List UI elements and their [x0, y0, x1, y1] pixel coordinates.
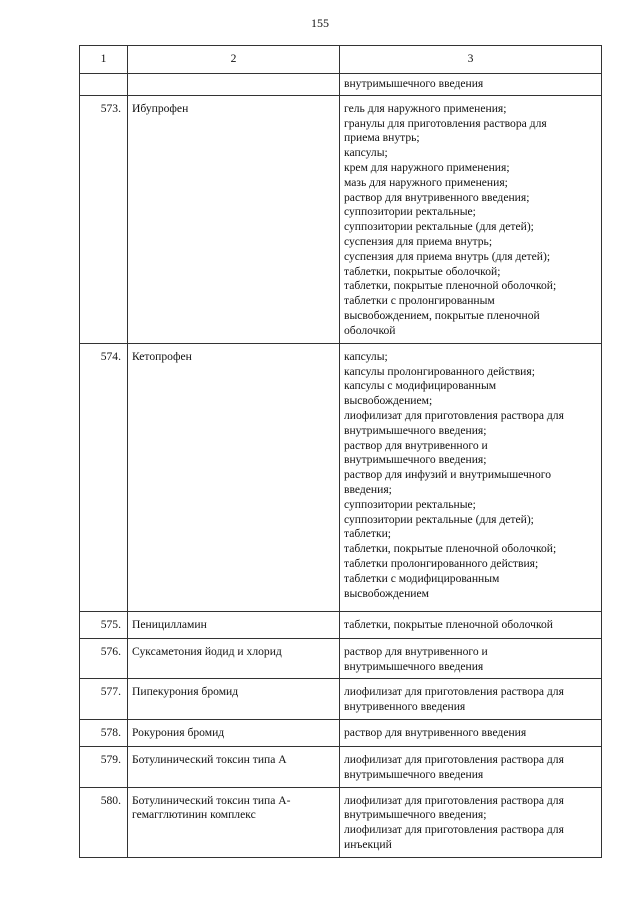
form-line: введения;	[344, 482, 392, 496]
table-row	[80, 719, 602, 746]
form-line: раствор для внутривенного введения	[344, 725, 527, 739]
row-number: 579.	[80, 746, 128, 787]
form-line: суппозитории ректальные;	[344, 497, 476, 511]
continuation-row	[80, 74, 602, 96]
form-line: лиофилизат для приготовления раствора для	[344, 685, 564, 699]
form-line: таблетки, покрытые пленочной оболочкой	[344, 617, 553, 631]
form-line: таблетки;	[344, 527, 392, 541]
column-header-number: 1	[80, 46, 128, 74]
form-line: таблетки, покрытые пленочной оболочкой;	[344, 279, 557, 293]
continuation-name-cell	[128, 74, 340, 96]
form-line: таблетки пролонгированного действия;	[344, 556, 539, 570]
drug-name: Пеницилламин	[128, 611, 340, 638]
form-line: внутримышечного введения	[344, 767, 484, 781]
drug-name: Пипекурония бромид	[128, 679, 340, 720]
form-line: крем для наружного применения;	[344, 160, 510, 174]
form-line: внутримышечного введения	[344, 659, 484, 673]
form-line: раствор для внутривенного и	[344, 438, 488, 452]
row-number: 577.	[80, 679, 128, 720]
form-line: лиофилизат для приготовления раствора для	[344, 408, 564, 422]
dosage-forms	[340, 746, 602, 787]
form-line: внутримышечного введения	[344, 77, 484, 90]
form-line: суспензия для приема внутрь;	[344, 234, 493, 248]
form-line: таблетки с модифицированным	[344, 571, 500, 585]
form-line: суппозитории ректальные (для детей);	[344, 220, 534, 234]
drug-name: Ибупрофен	[128, 95, 340, 343]
table-header-row	[80, 46, 602, 74]
form-line: оболочкой	[344, 323, 396, 337]
dosage-forms	[340, 95, 602, 343]
drug-name: Рокурония бромид	[128, 719, 340, 746]
table-row	[80, 638, 602, 679]
continuation-forms-cell	[340, 74, 602, 96]
form-line: таблетки, покрытые пленочной оболочкой;	[344, 542, 557, 556]
form-line: капсулы;	[344, 146, 388, 160]
continuation-number-cell	[80, 74, 128, 96]
form-line: таблетки, покрытые оболочкой;	[344, 264, 501, 278]
form-line: высвобождением	[344, 586, 429, 600]
form-line: внутривенного введения	[344, 700, 466, 714]
form-line: внутримышечного введения;	[344, 808, 487, 822]
form-line: капсулы с модифицированным	[344, 379, 497, 393]
dosage-forms	[340, 719, 602, 746]
form-line: мазь для наружного применения;	[344, 175, 508, 189]
column-header-name: 2	[128, 46, 340, 74]
drug-name: Ботулинический токсин типа А	[128, 746, 340, 787]
form-line: лиофилизат для приготовления раствора для	[344, 793, 564, 807]
table-row	[80, 787, 602, 857]
form-line: капсулы;	[344, 349, 388, 363]
form-line: инъекций	[344, 837, 392, 851]
drug-name: Кетопрофен	[128, 343, 340, 611]
form-line: капсулы пролонгированного действия;	[344, 364, 535, 378]
form-line: раствор для внутривенного введения;	[344, 190, 530, 204]
form-line: суппозитории ректальные (для детей);	[344, 512, 534, 526]
form-line: таблетки с пролонгированным	[344, 294, 495, 308]
form-line: раствор для инфузий и внутримышечного	[344, 468, 552, 482]
table-row	[80, 343, 602, 611]
dosage-forms	[340, 679, 602, 720]
drug-name: Суксаметония йодид и хлорид	[128, 638, 340, 679]
table-row	[80, 679, 602, 720]
form-line: суспензия для приема внутрь (для детей);	[344, 249, 551, 263]
form-line: гранулы для приготовления раствора для	[344, 116, 547, 130]
table-row	[80, 746, 602, 787]
row-number: 573.	[80, 95, 128, 343]
row-number: 576.	[80, 638, 128, 679]
form-line: приема внутрь;	[344, 131, 420, 145]
row-number: 574.	[80, 343, 128, 611]
form-line: лиофилизат для приготовления раствора для	[344, 823, 564, 837]
dosage-forms	[340, 787, 602, 857]
form-line: внутримышечного введения;	[344, 423, 487, 437]
drug-table	[79, 45, 602, 858]
dosage-forms	[340, 343, 602, 611]
row-number: 578.	[80, 719, 128, 746]
form-line: высвобождением, покрытые пленочной	[344, 308, 540, 322]
dosage-forms	[340, 611, 602, 638]
column-header-forms: 3	[340, 46, 602, 74]
page-number: 155	[311, 16, 329, 30]
form-line: лиофилизат для приготовления раствора для	[344, 752, 564, 766]
form-line: высвобождением;	[344, 394, 433, 408]
drug-name: Ботулинический токсин типа А-гемагглютинин комплекс	[128, 787, 340, 857]
table-row	[80, 611, 602, 638]
row-number: 575.	[80, 611, 128, 638]
form-line: гель для наружного применения;	[344, 101, 507, 115]
dosage-forms	[340, 638, 602, 679]
form-line: суппозитории ректальные;	[344, 205, 476, 219]
table-row	[80, 95, 602, 343]
row-number: 580.	[80, 787, 128, 857]
form-line: раствор для внутривенного и	[344, 644, 488, 658]
form-line: внутримышечного введения;	[344, 453, 487, 467]
